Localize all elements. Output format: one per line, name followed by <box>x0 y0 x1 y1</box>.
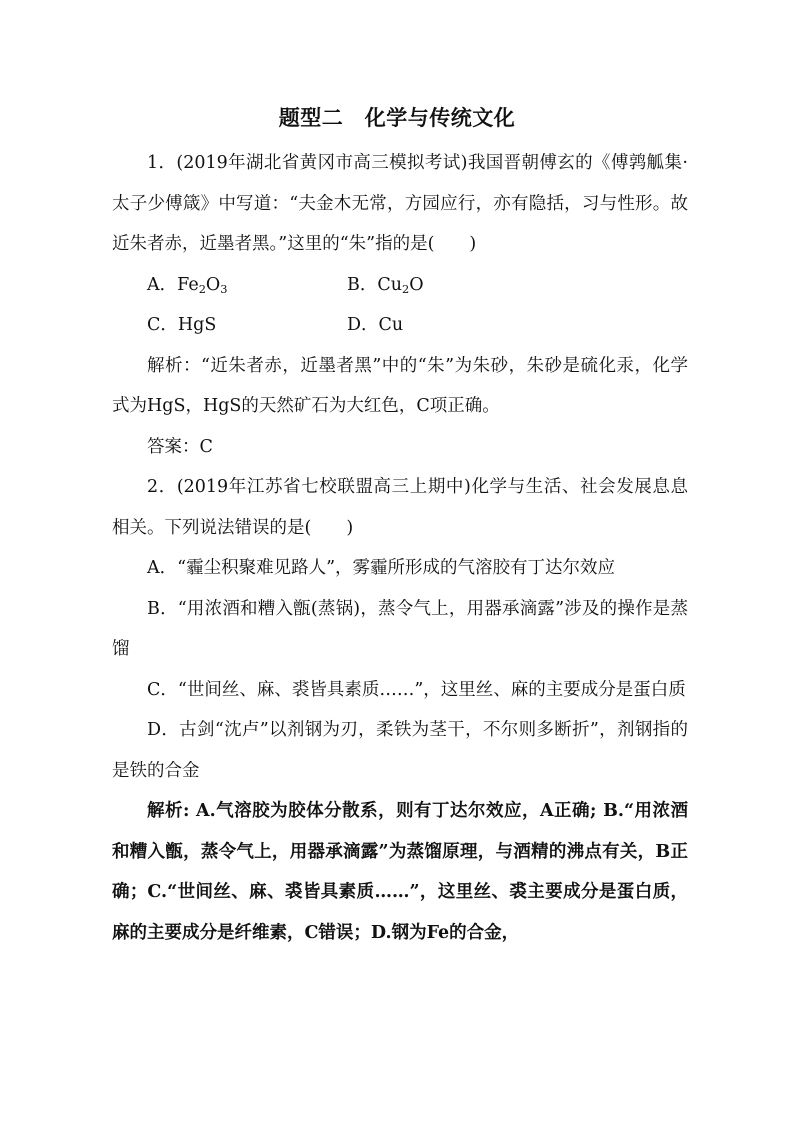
question-1-analysis: 解析：“近朱者赤，近墨者黑”中的“朱”为朱砂，朱砂是硫化汞，化学式为HgS，HgS的天然矿石为大红色，C项正确。 <box>112 355 688 416</box>
question-2-analysis: 解析: A.气溶胶为胶体分散系，则有丁达尔效应，A正确; B.“用浓酒和糟入甑，蒸令气上，用器承滴露”为蒸馏原理，与酒精的沸点有关，B正确；C.“世间丝、麻、裘皆具素质……”，这里丝、裘主要成分是蛋白质，麻的主要成分是纤维素，C错误；D.钢为Fe的合金， <box>112 801 688 943</box>
question-2-option-d: D．古剑“沈卢”以剂钢为刃，柔铁为茎干，不尔则多断折”，剂钢指的是铁的合金 <box>112 720 688 781</box>
document-body <box>112 143 688 953</box>
question-2-stem: 2．(2019年江苏省七校联盟高三上期中)化学与生活、社会发展息息相关。下列说法错误的是( ) <box>112 477 688 538</box>
question-2-option-b: B．“用浓酒和糟入甑(蒸锅)，蒸令气上，用器承滴露”涉及的操作是蒸馏 <box>112 598 688 659</box>
page-title: 题型二 化学与传统文化 <box>278 105 516 130</box>
question-1-stem: 1．(2019年湖北省黄冈市高三模拟考试)我国晋朝傅玄的《傅鹑觚集·太子少傅箴》中写道：“夫金木无常，方园应行，亦有隐括，习与性形。故近朱者赤，近墨者黑。”这里的“朱”指的是( ) <box>112 153 688 254</box>
question-1-option-a: A．$Fe_2O_3$ <box>147 274 228 296</box>
question-1-option-d: D．Cu <box>347 315 404 335</box>
question-2-option-a: A．“霾尘积聚难见路人”，雾霾所形成的气溶胶有丁达尔效应 <box>147 558 616 578</box>
question-1-options-row-1 <box>112 265 688 306</box>
question-2-option-c: C．“世间丝、麻、裘皆具素质……”，这里丝、麻的主要成分是蛋白质 <box>147 679 686 700</box>
question-1-option-c: C．HgS <box>147 315 217 335</box>
question-1-options-row-2 <box>112 305 688 346</box>
question-1-option-b: B．$Cu_2O$ <box>347 274 424 296</box>
question-1-answer: 答案：C <box>147 436 213 457</box>
